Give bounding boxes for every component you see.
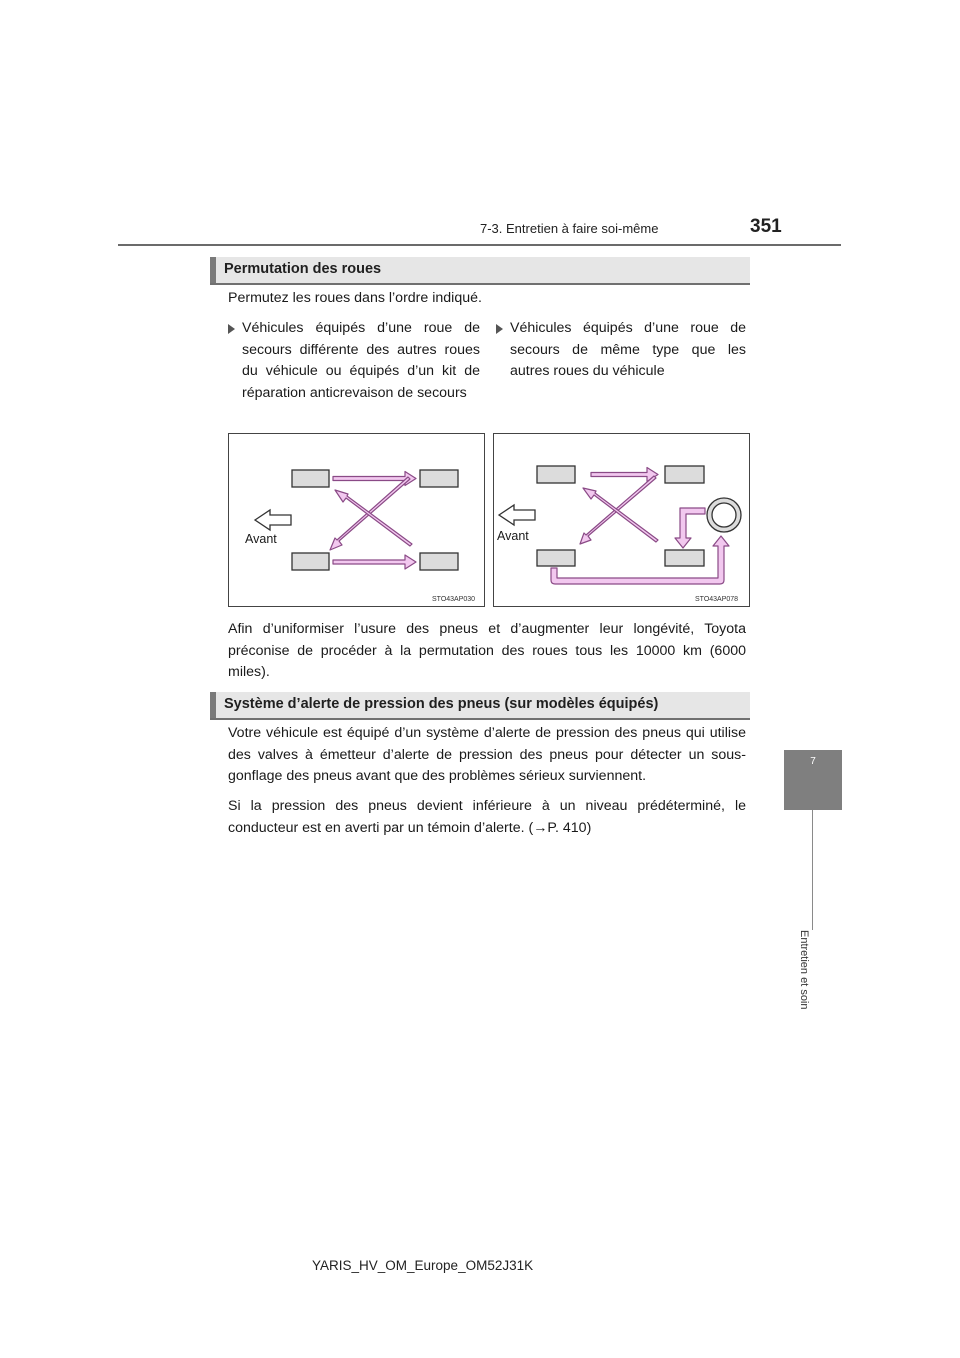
section-heading-tpws [210,692,750,720]
wheel-rear-right [665,550,704,566]
wheel-front-left [292,470,329,487]
arrow-front-to-rear [333,555,416,569]
section-heading-rotation [210,257,750,285]
wheel-rear-left [420,470,458,487]
section-title: Système d’alerte de pression des pneus (sur modèles équipés) [224,696,659,712]
front-label: Avant [245,532,277,546]
rotation-diagram-1 [228,433,485,607]
arrow-spare-to-rear [675,508,705,548]
chapter-label: Entretien et soin [798,930,810,1010]
front-direction-arrow-icon [499,505,535,525]
tpws-paragraph-2: Si la pression des pneus devient inférieure à un niveau prédéterminé, le conducteur est en averti par un témoin d’alerte. (→P. 410) [228,798,746,836]
heading-bar [210,257,216,283]
bullet-triangle-icon [496,324,503,334]
arrow-diagonal [583,488,658,542]
wheel-rear-left [665,466,704,483]
chapter-tab [784,750,842,810]
arrow-diagonal [335,490,412,546]
tpws-paragraph-1: Votre véhicule est équipé d’un système d’alerte de pression des pneus qui utilise des valves à émetteur d’alerte de pression des pneus pour détecter un sous-gonflage des pneus avant que des problèmes sérieux surviennent. [228,725,746,784]
page-number: 351 [750,216,782,237]
figure-code: STO43AP078 [695,596,739,603]
rotation-note: Afin d’uniformiser l’usure des pneus et d’augmenter leur longévité, Toyota préconise de procéder à la permutation des roues tous les 10000 km (6000 miles). [228,621,746,680]
spare-wheel-hub [712,503,736,527]
document-code-footer: YARIS_HV_OM_Europe_OM52J31K [312,1258,534,1273]
chapter-rule [812,810,813,930]
front-label: Avant [497,529,529,543]
rotation-intro: Permutez les roues dans l’ordre indiqué. [228,290,482,306]
rotation-diagram-2 [493,433,750,607]
wheel-front-right [292,553,329,570]
header-rule [118,244,841,246]
arrow-front-to-rear [591,468,658,482]
running-header-section: 7-3. Entretien à faire soi-même [480,221,659,236]
wheel-rear-right [420,553,458,570]
section-title: Permutation des roues [224,261,382,277]
wheel-front-right [537,550,575,566]
front-direction-arrow-icon [255,510,291,530]
heading-bar [210,692,216,718]
figure-code: STO43AP030 [432,596,476,603]
bullet-spare-different: Véhicules équipés d’une roue de secours différente des autres roues du véhicule ou équipés d’un kit de réparation anticrevaison de secours [228,318,480,404]
wheel-front-left [537,466,575,483]
bullet-triangle-icon [228,324,235,334]
chapter-number: 7 [810,756,816,767]
bullet-spare-same: Véhicules équipés d’une roue de secours de même type que les autres roues du véhicule [496,318,746,383]
